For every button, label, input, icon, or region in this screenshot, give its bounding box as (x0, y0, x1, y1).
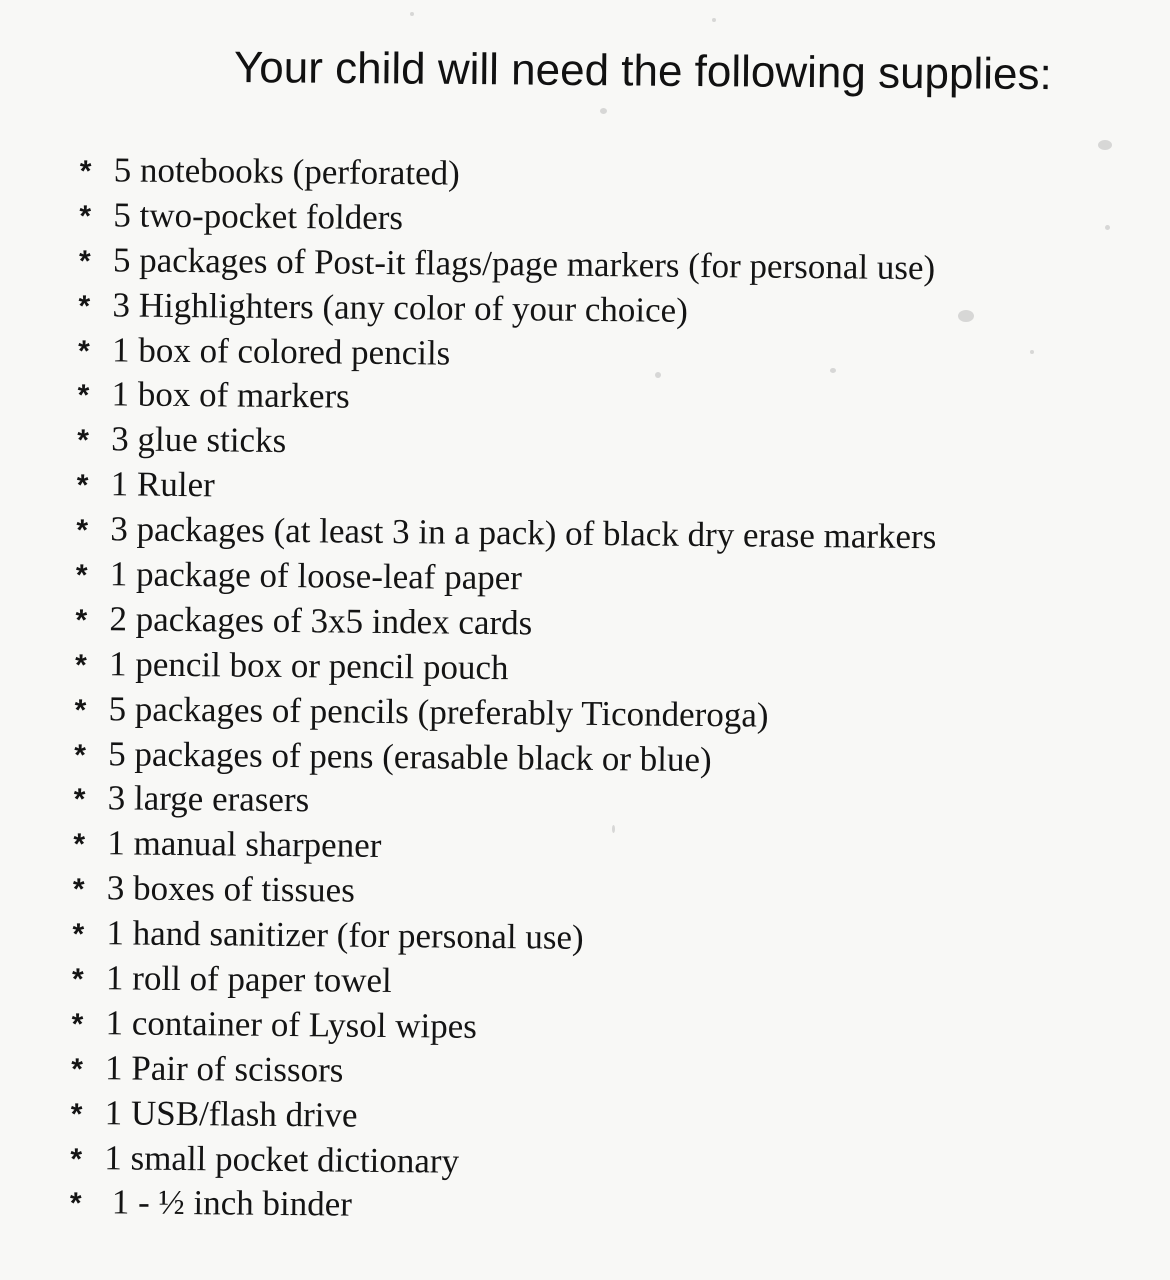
item-text: 1 - ½ inch binder (111, 1182, 353, 1225)
supply-list (70, 148, 940, 1234)
bullet-asterisk: * (70, 1142, 83, 1176)
bullet-asterisk: * (77, 334, 90, 368)
bullet-asterisk: * (70, 1097, 83, 1131)
bullet-asterisk: * (76, 514, 89, 548)
bullet-asterisk: * (78, 289, 91, 323)
list-item (80, 148, 940, 201)
bullet-asterisk: * (76, 469, 89, 503)
item-text: 3 glue sticks (111, 419, 287, 461)
list-item (74, 687, 934, 740)
item-text: 1 USB/flash drive (104, 1092, 358, 1135)
item-text: 5 packages of Post-it flags/page markers (for personal use) (112, 240, 936, 287)
item-text: 3 Highlighters (any color of your choice) (112, 284, 689, 330)
paper-speck (1105, 225, 1110, 230)
paper-speck (712, 18, 716, 22)
bullet-asterisk: * (73, 828, 86, 862)
bullet-asterisk: * (79, 154, 92, 189)
bullet-asterisk: * (79, 199, 92, 233)
list-item (79, 193, 939, 246)
list-item (75, 597, 935, 650)
item-text: 2 packages of 3x5 index cards (109, 599, 533, 643)
list-item (71, 1046, 931, 1099)
item-text: 1 small pocket dictionary (104, 1137, 460, 1181)
paper-speck (958, 310, 974, 322)
page-title: Your child will need the following supplies: (233, 43, 1052, 100)
bullet-asterisk: * (71, 1007, 84, 1041)
bullet-asterisk: * (75, 558, 88, 593)
bullet-asterisk: * (72, 918, 85, 952)
item-text: 5 notebooks (perforated) (113, 150, 460, 193)
paper-speck (1098, 140, 1112, 150)
list-item (70, 1180, 930, 1233)
item-text: 5 packages of pens (erasable black or blue) (108, 733, 712, 779)
item-text: 5 packages of pencils (preferably Ticonderoga) (108, 688, 769, 735)
bullet-asterisk: * (72, 873, 85, 907)
list-item (72, 956, 932, 1009)
item-text: 1 roll of paper towel (105, 958, 392, 1001)
bullet-asterisk: * (74, 738, 87, 772)
item-text: 1 manual sharpener (107, 823, 382, 866)
bullet-asterisk: * (77, 424, 90, 458)
item-text: 1 package of loose-leaf paper (109, 554, 523, 598)
item-text: 1 container of Lysol wipes (105, 1003, 478, 1046)
item-text: 1 box of colored pencils (111, 329, 451, 373)
list-item (75, 642, 935, 695)
item-text: 5 two-pocket folders (113, 195, 404, 237)
bullet-asterisk: * (78, 244, 91, 278)
list-item (79, 238, 939, 291)
item-text: 1 hand sanitizer (for personal use) (106, 913, 584, 958)
bullet-asterisk: * (75, 603, 88, 637)
item-text: 1 box of markers (111, 374, 350, 417)
list-item (78, 283, 938, 336)
list-item (71, 1091, 931, 1144)
bullet-asterisk: * (70, 1052, 84, 1086)
bullet-asterisk: * (73, 783, 86, 817)
list-item (76, 552, 936, 605)
paper-speck (600, 108, 607, 114)
item-text: 1 Ruler (110, 464, 215, 505)
item-text: 3 boxes of tissues (106, 868, 355, 910)
item-text: 1 pencil box or pencil pouch (108, 644, 509, 687)
paper-speck (410, 12, 414, 16)
bullet-asterisk: * (71, 962, 84, 997)
paper-speck (1030, 350, 1034, 354)
item-text: 3 large erasers (107, 778, 310, 820)
bullet-asterisk: * (74, 648, 87, 682)
bullet-asterisk: * (77, 379, 90, 413)
list-item (71, 1001, 931, 1054)
item-text: 3 packages (at least 3 in a pack) of black dry erase markers (110, 509, 937, 557)
bullet-asterisk: * (74, 693, 87, 727)
bullet-asterisk: * (69, 1187, 82, 1221)
item-text: 1 Pair of scissors (104, 1048, 344, 1090)
